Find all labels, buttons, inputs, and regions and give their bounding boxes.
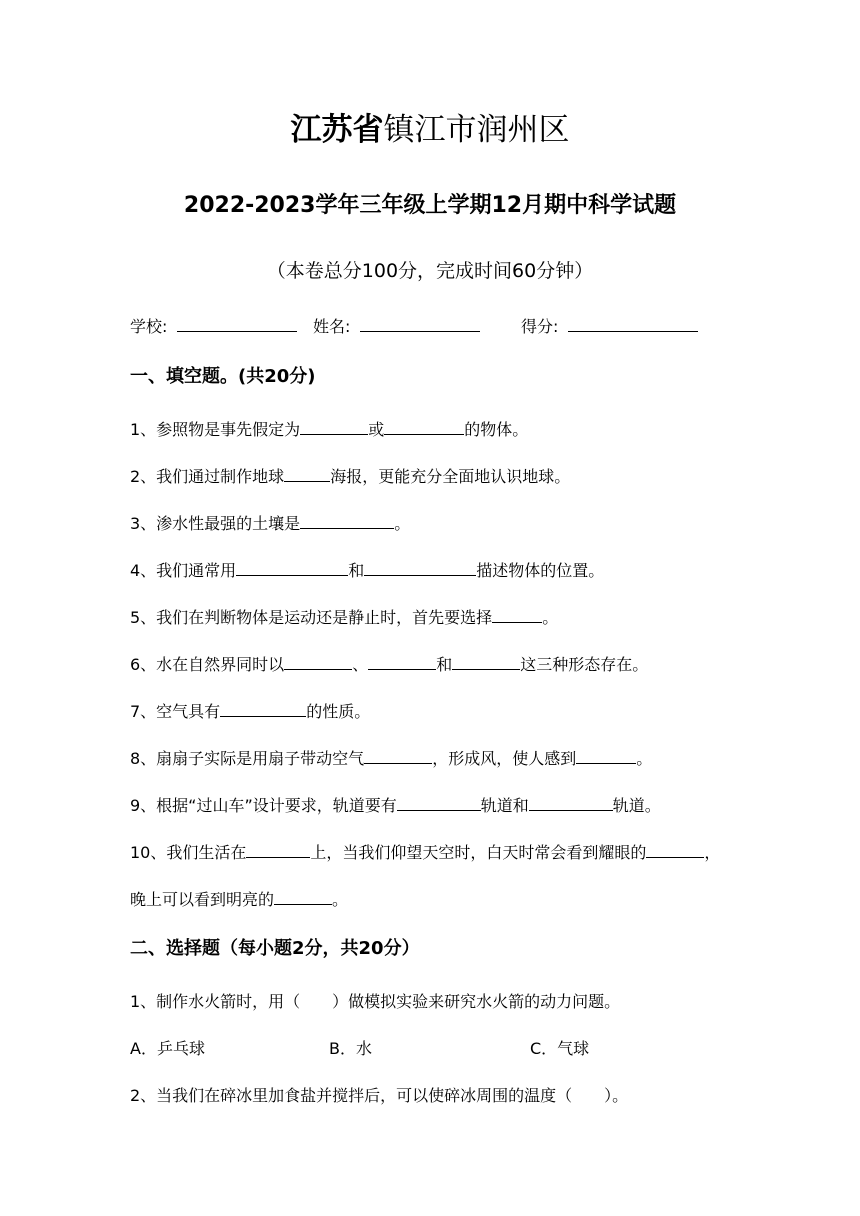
question-1-6: 6、水在自然界同时以 、 和 这三种形态存在。 [130,655,649,674]
question-1-1: 1、参照物是事先假定为 或 的物体。 [130,420,529,439]
section2-heading: 二、选择题（每小题2分，共20分） [130,938,420,959]
question-1-2: 2、我们通过制作地球 海报，更能充分全面地认识地球。 [130,467,571,486]
question-1-7: 7、空气具有 的性质。 [130,702,371,721]
question-1-3: 3、渗水性最强的土壤是 。 [130,514,411,533]
question-1-5: 5、我们在判断物体是运动还是静止时，首先要选择 。 [130,608,559,627]
name-field: 姓名: [313,314,480,337]
document-title: 江苏省镇江市润州区 [290,112,570,148]
question-1-10: 10、我们生活在 上，当我们仰望天空时，白天时常会看到耀眼的 ， [130,843,721,862]
option-b: B．水 [329,1039,372,1058]
question-1-9: 9、根据“过山车”设计要求，轨道要有 轨道和 轨道。 [130,796,661,815]
question-1-8: 8、扇扇子实际是用扇子带动空气 ，形成风，使人感到 。 [130,749,653,768]
question-1-4: 4、我们通常用 和 描述物体的位置。 [130,561,605,580]
exam-note: （本卷总分100分，完成时间60分钟） [266,260,594,282]
section1-heading: 一、填空题。(共20分) [130,366,316,387]
option-c: C．气球 [530,1039,590,1058]
question-2-1: 1、制作水火箭时，用（ ）做模拟实验来研究水火箭的动力问题。 [130,992,621,1011]
exam-subtitle: 2022-2023学年三年级上学期12月期中科学试题 [183,193,677,218]
school-field: 学校: [130,314,297,337]
question-1-10-cont: 晚上可以看到明亮的 。 [130,890,349,909]
score-field: 得分: [521,314,698,337]
question-2-2: 2、当我们在碎冰里加食盐并搅拌后，可以使碎冰周围的温度（ ）。 [130,1086,629,1105]
option-a: A．乒乓球 [130,1039,205,1058]
